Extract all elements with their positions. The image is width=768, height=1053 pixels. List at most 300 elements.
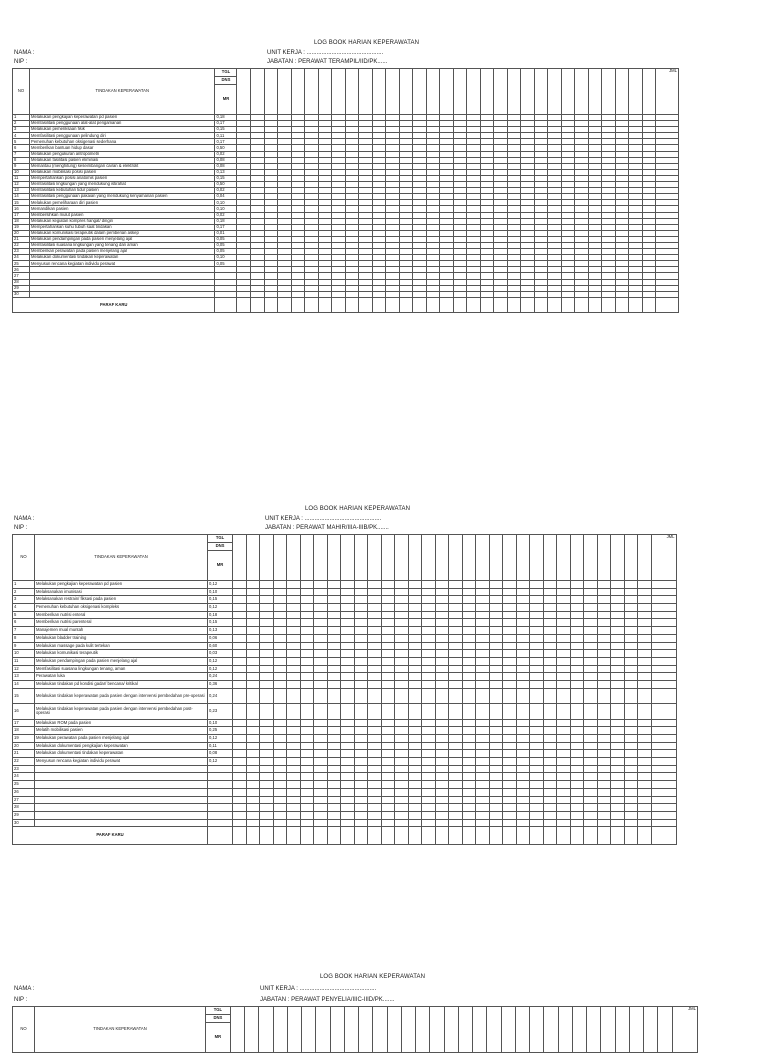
- day-cell: [395, 827, 409, 845]
- day-cell: [422, 788, 436, 796]
- day-cell: [260, 819, 274, 827]
- day-cell: [354, 650, 368, 658]
- mr-value: 0,18: [215, 115, 237, 121]
- day-cell: [395, 650, 409, 658]
- day-cell: [557, 634, 571, 642]
- day-cell: [372, 69, 386, 115]
- day-cell: [476, 642, 490, 650]
- day-cell: [624, 781, 638, 789]
- row-number: 7: [13, 627, 35, 635]
- day-cell: [503, 788, 517, 796]
- day-cell: [489, 650, 503, 658]
- task-description: Melakukan pengkajian keperawatan pd pasien: [35, 581, 208, 589]
- mr-value: 0,08: [215, 157, 237, 163]
- day-cell: [246, 804, 260, 812]
- day-cell: [341, 596, 355, 604]
- day-cell: [516, 588, 530, 596]
- jml-cell: [651, 642, 676, 650]
- day-cell: [629, 69, 643, 115]
- jml-cell: [651, 735, 676, 743]
- day-cell: [530, 758, 544, 766]
- day-cell: [530, 657, 544, 665]
- day-cell: [449, 688, 463, 704]
- day-cell: [395, 758, 409, 766]
- day-cell: [233, 673, 247, 681]
- day-cell: [558, 1007, 572, 1053]
- mr-value: 0,01: [215, 230, 237, 236]
- day-cell: [489, 619, 503, 627]
- day-cell: [368, 535, 382, 581]
- day-cell: [422, 673, 436, 681]
- task-description: Memberikan nutrisi parenteral: [35, 619, 208, 627]
- day-cell: [515, 1007, 529, 1053]
- day-cell: [584, 657, 598, 665]
- day-cell: [597, 688, 611, 704]
- day-cell: [341, 781, 355, 789]
- day-cell: [422, 588, 436, 596]
- day-cell: [368, 804, 382, 812]
- day-cell: [368, 619, 382, 627]
- day-cell: [413, 69, 427, 115]
- row-number: 14: [13, 680, 35, 688]
- day-cell: [260, 781, 274, 789]
- day-cell: [327, 742, 341, 750]
- day-cell: [543, 581, 557, 589]
- day-cell: [368, 827, 382, 845]
- day-cell: [273, 773, 287, 781]
- day-cell: [291, 297, 305, 312]
- day-cell: [422, 619, 436, 627]
- table-row: [13, 634, 677, 642]
- task-description: Melakukan bladder training: [35, 634, 208, 642]
- day-cell: [597, 719, 611, 727]
- day-cell: [341, 673, 355, 681]
- jml-cell: [651, 773, 676, 781]
- task-description: Perawatan luka: [35, 673, 208, 681]
- day-cell: [476, 688, 490, 704]
- day-cell: [287, 581, 301, 589]
- day-cell: [327, 581, 341, 589]
- day-cell: [584, 727, 598, 735]
- day-cell: [543, 827, 557, 845]
- day-cell: [381, 650, 395, 658]
- day-cell: [408, 642, 422, 650]
- day-cell: [543, 804, 557, 812]
- day-cell: [476, 735, 490, 743]
- day-cell: [624, 773, 638, 781]
- day-cell: [287, 611, 301, 619]
- day-cell: [584, 673, 598, 681]
- day-cell: [611, 650, 625, 658]
- table-row: [13, 811, 677, 819]
- day-cell: [449, 680, 463, 688]
- day-cell: [368, 796, 382, 804]
- mr-value: 0,15: [208, 619, 233, 627]
- day-cell: [408, 773, 422, 781]
- day-cell: [273, 758, 287, 766]
- day-cell: [530, 735, 544, 743]
- task-description: Melakukan pemeriksaan fisik: [30, 127, 215, 133]
- day-cell: [597, 596, 611, 604]
- day-cell: [597, 704, 611, 720]
- day-cell: [570, 742, 584, 750]
- day-cell: [395, 657, 409, 665]
- day-cell: [300, 604, 314, 612]
- day-cell: [381, 735, 395, 743]
- day-cell: [422, 634, 436, 642]
- day-cell: [300, 735, 314, 743]
- day-cell: [300, 796, 314, 804]
- day-cell: [543, 811, 557, 819]
- day-cell: [368, 627, 382, 635]
- day-cell: [314, 735, 328, 743]
- day-cell: [381, 704, 395, 720]
- task-description: Manajemen mual muntah: [35, 627, 208, 635]
- day-cell: [314, 657, 328, 665]
- day-cell: [233, 596, 247, 604]
- day-cell: [597, 727, 611, 735]
- day-cell: [354, 750, 368, 758]
- day-cell: [246, 688, 260, 704]
- day-cell: [368, 819, 382, 827]
- day-cell: [575, 297, 589, 312]
- day-cell: [516, 796, 530, 804]
- day-cell: [300, 827, 314, 845]
- day-cell: [395, 634, 409, 642]
- day-cell: [381, 765, 395, 773]
- day-cell: [557, 673, 571, 681]
- row-number: 15: [13, 200, 30, 206]
- table-row: [13, 735, 677, 743]
- day-cell: [435, 788, 449, 796]
- day-cell: [503, 627, 517, 635]
- day-cell: [489, 704, 503, 720]
- day-cell: [503, 819, 517, 827]
- day-cell: [449, 665, 463, 673]
- day-cell: [435, 650, 449, 658]
- day-cell: [543, 765, 557, 773]
- day-cell: [341, 811, 355, 819]
- day-cell: [449, 642, 463, 650]
- day-cell: [611, 657, 625, 665]
- day-cell: [314, 650, 328, 658]
- day-cell: [435, 688, 449, 704]
- table-row: [13, 781, 677, 789]
- jml-cell: [651, 688, 676, 704]
- day-cell: [462, 581, 476, 589]
- day-cell: [273, 673, 287, 681]
- day-cell: [408, 727, 422, 735]
- day-cell: [368, 665, 382, 673]
- day-cell: [259, 1007, 273, 1053]
- logbook-table: [12, 534, 677, 845]
- day-cell: [602, 69, 616, 115]
- day-cell: [611, 627, 625, 635]
- day-cell: [327, 796, 341, 804]
- row-number: 2: [13, 588, 35, 596]
- day-cell: [278, 69, 292, 115]
- day-cell: [543, 673, 557, 681]
- day-cell: [287, 819, 301, 827]
- day-cell: [501, 1007, 515, 1053]
- row-number: 21: [13, 236, 30, 242]
- day-cell: [435, 680, 449, 688]
- day-cell: [516, 811, 530, 819]
- day-cell: [314, 819, 328, 827]
- day-cell: [435, 619, 449, 627]
- row-number: 7: [13, 151, 30, 157]
- mr-value: 0,36: [208, 680, 233, 688]
- mr-value: 0,17: [215, 121, 237, 127]
- day-cell: [557, 596, 571, 604]
- day-cell: [395, 719, 409, 727]
- day-cell: [544, 1007, 558, 1053]
- day-cell: [489, 796, 503, 804]
- day-cell: [413, 297, 427, 312]
- day-cell: [273, 765, 287, 773]
- day-cell: [368, 634, 382, 642]
- day-cell: [462, 788, 476, 796]
- day-cell: [408, 811, 422, 819]
- day-cell: [381, 750, 395, 758]
- nip-field: NIP :: [14, 997, 28, 1003]
- day-cell: [530, 773, 544, 781]
- day-cell: [422, 765, 436, 773]
- jabatan-field: JABATAN : PERAWAT PENYELIA/IIIC-IIID/PK.......: [260, 997, 395, 1003]
- jml-cell: [651, 634, 676, 642]
- mr-value: 0,17: [215, 224, 237, 230]
- row-number: 24: [13, 773, 35, 781]
- day-cell: [624, 758, 638, 766]
- day-cell: [516, 611, 530, 619]
- day-cell: [543, 719, 557, 727]
- day-cell: [381, 657, 395, 665]
- day-cell: [462, 665, 476, 673]
- day-cell: [557, 588, 571, 596]
- jml-cell: [651, 750, 676, 758]
- task-description: Melakukan tindakan keperawatan pada pasien dengan intervensi pembedahan pre-operasi: [35, 688, 208, 704]
- day-cell: [597, 611, 611, 619]
- day-cell: [584, 827, 598, 845]
- day-cell: [611, 788, 625, 796]
- day-cell: [246, 596, 260, 604]
- day-cell: [395, 765, 409, 773]
- row-number: 23: [13, 249, 30, 255]
- no-header: NO: [13, 69, 30, 115]
- day-cell: [341, 688, 355, 704]
- day-cell: [516, 619, 530, 627]
- day-cell: [480, 297, 494, 312]
- day-cell: [611, 781, 625, 789]
- day-cell: [354, 742, 368, 750]
- day-cell: [611, 611, 625, 619]
- table-row: [13, 588, 677, 596]
- day-cell: [327, 819, 341, 827]
- day-cell: [624, 673, 638, 681]
- day-cell: [330, 1007, 344, 1053]
- table-row: [13, 788, 677, 796]
- day-cell: [624, 788, 638, 796]
- day-cell: [314, 704, 328, 720]
- day-cell: [395, 804, 409, 812]
- day-cell: [584, 581, 598, 589]
- mr-value: [208, 811, 233, 819]
- day-cell: [341, 796, 355, 804]
- day-cell: [368, 673, 382, 681]
- day-cell: [638, 588, 652, 596]
- day-cell: [260, 673, 274, 681]
- day-cell: [557, 611, 571, 619]
- day-cell: [638, 657, 652, 665]
- day-cell: [260, 727, 274, 735]
- day-cell: [489, 581, 503, 589]
- day-cell: [408, 788, 422, 796]
- jml-cell: [651, 796, 676, 804]
- jml-header: JML: [656, 69, 679, 115]
- day-cell: [462, 765, 476, 773]
- day-cell: [435, 704, 449, 720]
- day-cell: [246, 727, 260, 735]
- day-cell: [368, 581, 382, 589]
- day-cell: [611, 719, 625, 727]
- day-cell: [260, 688, 274, 704]
- day-cell: [246, 604, 260, 612]
- day-cell: [354, 804, 368, 812]
- row-number: 18: [13, 218, 30, 224]
- day-cell: [503, 680, 517, 688]
- task-description: Melakukan dokumentasi pengkajian keperawatan: [35, 742, 208, 750]
- day-cell: [449, 727, 463, 735]
- day-cell: [300, 581, 314, 589]
- table-row: [13, 604, 677, 612]
- day-cell: [273, 688, 287, 704]
- day-cell: [572, 1007, 586, 1053]
- day-cell: [395, 581, 409, 589]
- day-cell: [476, 604, 490, 612]
- day-cell: [386, 297, 400, 312]
- day-cell: [642, 297, 656, 312]
- day-cell: [611, 796, 625, 804]
- day-cell: [476, 627, 490, 635]
- row-number: 20: [13, 742, 35, 750]
- task-description: Memandikan pasien: [30, 206, 215, 212]
- day-cell: [503, 596, 517, 604]
- day-cell: [489, 596, 503, 604]
- day-cell: [260, 627, 274, 635]
- day-cell: [503, 642, 517, 650]
- day-cell: [476, 581, 490, 589]
- row-number: 29: [13, 811, 35, 819]
- table-row: [13, 673, 677, 681]
- day-cell: [381, 819, 395, 827]
- tindakan-header: TINDAKAN KEPERAWATAN: [35, 1007, 206, 1053]
- day-cell: [381, 588, 395, 596]
- day-cell: [408, 581, 422, 589]
- day-cell: [260, 680, 274, 688]
- day-cell: [489, 781, 503, 789]
- day-cell: [503, 758, 517, 766]
- mr-value: 0,11: [208, 742, 233, 750]
- day-cell: [237, 297, 251, 312]
- day-cell: [587, 1007, 601, 1053]
- row-number: 25: [13, 781, 35, 789]
- day-cell: [530, 596, 544, 604]
- day-cell: [314, 634, 328, 642]
- day-cell: [314, 642, 328, 650]
- day-cell: [503, 742, 517, 750]
- day-cell: [341, 742, 355, 750]
- task-description: Melakukan perawatan pada pasien menjelang ajal: [35, 735, 208, 743]
- day-cell: [300, 765, 314, 773]
- task-description: Memberikan bantuan hidup dasar: [30, 145, 215, 151]
- day-cell: [557, 750, 571, 758]
- day-cell: [233, 642, 247, 650]
- day-cell: [422, 773, 436, 781]
- jml-cell: [651, 788, 676, 796]
- day-cell: [570, 788, 584, 796]
- day-cell: [557, 742, 571, 750]
- day-cell: [273, 680, 287, 688]
- day-cell: [422, 827, 436, 845]
- row-number: 1: [13, 115, 30, 121]
- day-cell: [611, 735, 625, 743]
- day-cell: [273, 657, 287, 665]
- day-cell: [462, 827, 476, 845]
- task-description: Melakukan komunikasi terapeutik: [35, 650, 208, 658]
- day-cell: [435, 719, 449, 727]
- day-cell: [516, 773, 530, 781]
- day-cell: [354, 581, 368, 589]
- task-description: Melakukan dokumentasi tindakan keperawatan: [35, 750, 208, 758]
- day-cell: [584, 704, 598, 720]
- day-cell: [615, 69, 629, 115]
- day-cell: [624, 634, 638, 642]
- day-cell: [543, 604, 557, 612]
- day-cell: [449, 604, 463, 612]
- day-cell: [476, 719, 490, 727]
- day-cell: [503, 727, 517, 735]
- day-cell: [516, 758, 530, 766]
- day-cell: [516, 788, 530, 796]
- day-cell: [273, 665, 287, 673]
- day-cell: [611, 804, 625, 812]
- day-cell: [476, 535, 490, 581]
- day-cell: [462, 588, 476, 596]
- day-cell: [287, 735, 301, 743]
- day-cell: [354, 619, 368, 627]
- day-cell: [395, 750, 409, 758]
- nama-field: NAMA :: [14, 516, 35, 522]
- day-cell: [341, 627, 355, 635]
- day-cell: [233, 765, 247, 773]
- day-cell: [395, 727, 409, 735]
- day-cell: [503, 827, 517, 845]
- day-cell: [584, 688, 598, 704]
- day-cell: [449, 827, 463, 845]
- day-cell: [570, 611, 584, 619]
- day-cell: [597, 819, 611, 827]
- jml-cell: [651, 588, 676, 596]
- day-cell: [638, 535, 652, 581]
- day-cell: [273, 604, 287, 612]
- day-cell: [422, 758, 436, 766]
- day-cell: [368, 657, 382, 665]
- day-cell: [381, 535, 395, 581]
- day-cell: [260, 604, 274, 612]
- day-cell: [624, 650, 638, 658]
- day-cell: [516, 634, 530, 642]
- day-cell: [476, 727, 490, 735]
